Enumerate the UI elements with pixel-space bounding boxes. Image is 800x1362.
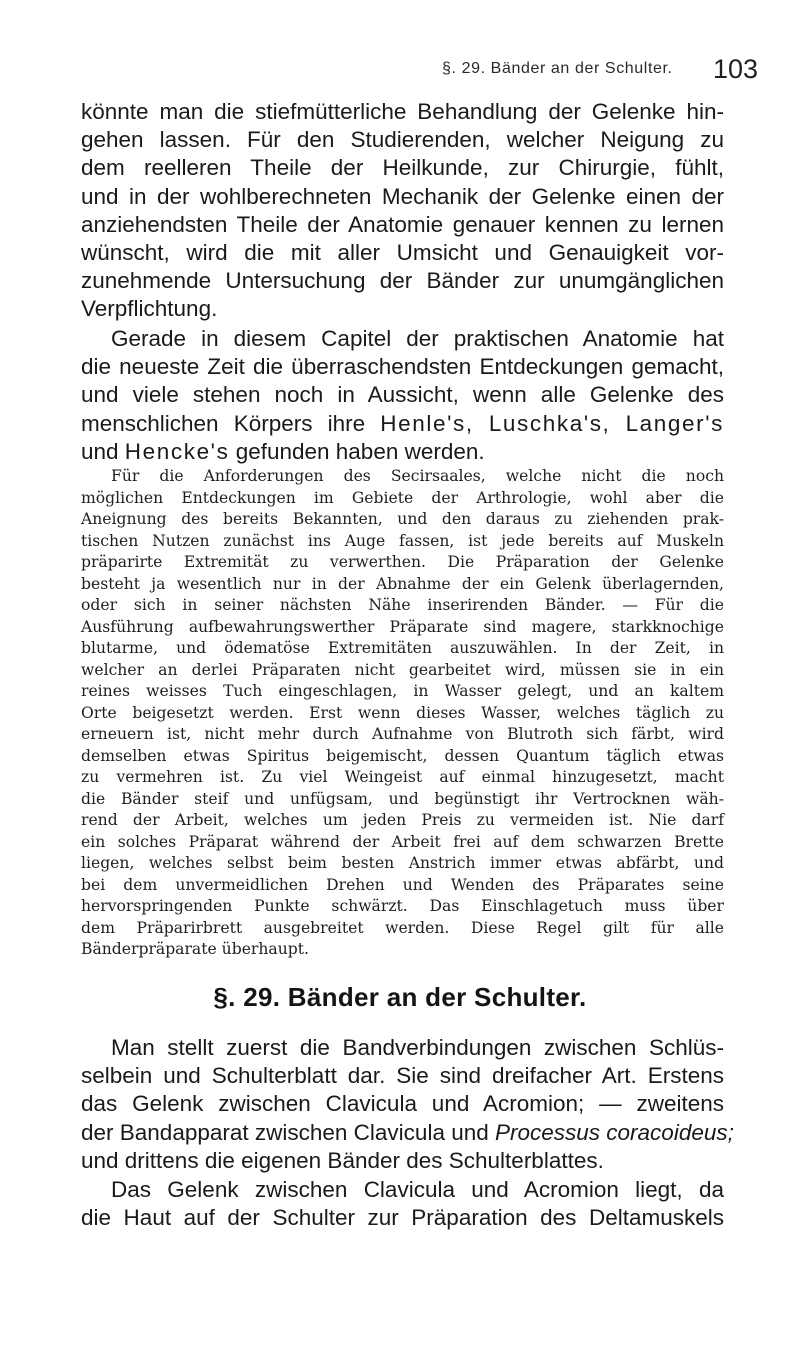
text-line [81, 438, 724, 466]
running-head: §. 29. Bänder an der Schulter. [442, 60, 673, 77]
text-line: Aneignung des bereits Bekannten, und den daraus zu ziehenden prak- [81, 510, 724, 528]
paragraph-3 [81, 1034, 734, 1175]
text-line: präparirte Extremität zu verwerthen. Die Präparation der Gelenke [81, 553, 724, 571]
paragraph-2 [81, 325, 724, 466]
text-line: zu vermehren ist. Zu viel Weingeist auf einmal hinzugesetzt, macht [81, 768, 724, 786]
text-fragment: der Bandapparat zwischen Clavicula und [81, 1119, 495, 1145]
author-name-luschka: Luschka's, [488, 410, 611, 436]
text-line [81, 1119, 734, 1147]
text-line: das Gelenk zwischen Clavicula und Acromion; — zweitens [81, 1091, 724, 1117]
text-line: wünscht, wird die mit aller Umsicht und Genauigkeit vor- [81, 240, 724, 266]
text-line: tischen Nutzen zunächst ins Auge fassen, ist jede bereits auf Muskeln [81, 531, 724, 550]
text-fragment: gefunden haben werden. [229, 438, 485, 464]
text-line: hervorspringenden Punkte schwärzt. Das Einschlagetuch muss über [81, 897, 724, 915]
text-line: Verpflichtung. [81, 296, 218, 322]
text-line: ein solches Präparat während der Arbeit frei auf dem schwarzen Brette [81, 832, 724, 851]
text-line: möglichen Entdeckungen im Gebiete der Arthrologie, wohl aber die [81, 488, 724, 507]
text-line: rend der Arbeit, welches um jeden Preis zu vermeiden ist. Nie darf [81, 811, 724, 829]
text-line: oder sich in seiner nächsten Nähe inserirenden Bänder. — Für die [81, 596, 724, 614]
latin-term: Processus coracoideus; [495, 1119, 734, 1145]
text-line: und viele stehen noch in Aussicht, wenn alle Gelenke des [81, 382, 724, 408]
author-name-langer: Langer's [625, 410, 724, 436]
page-number: 103 [713, 54, 759, 84]
text-line: die Haut auf der Schulter zur Präparation des Deltamuskels [81, 1205, 724, 1231]
text-line: anziehendsten Theile der Anatomie genauer kennen zu lernen [81, 211, 724, 237]
text-line: besteht ja wesentlich nur in der Abnahme der ein Gelenk überlagernden, [81, 574, 724, 593]
text-line: demselben etwas Spiritus beigemischt, dessen Quantum täglich etwas [81, 746, 724, 765]
text-line: Bänderpräparate überhaupt. [81, 940, 309, 958]
author-name-hencke: Hencke's [124, 438, 230, 464]
text-line: Man stellt zuerst die Bandverbindungen zwischen Schlüs- [111, 1035, 724, 1060]
text-line: selbein und Schulterblatt dar. Sie sind dreifacher Art. Erstens [81, 1063, 724, 1089]
text-line: gehen lassen. Für den Studierenden, welcher Neigung zu [81, 127, 724, 153]
text-line: zunehmende Untersuchung der Bänder zur unumgänglichen [81, 268, 724, 294]
text-fragment: und [81, 438, 125, 464]
paragraph-1-text [81, 98, 724, 324]
text-line: erneuern ist, nicht mehr durch Aufnahme von Blutroth sich färbt, wird [81, 725, 724, 743]
small-print-note [81, 466, 724, 961]
small-print-text [81, 466, 724, 961]
author-name-henle: Henle's, [380, 410, 474, 436]
text-line: Ausführung aufbewahrungswerther Präparate sind magere, starkknochige [81, 617, 724, 636]
text-line: dem reelleren Theile der Heilkunde, zur Chirurgie, fühlt, [81, 155, 724, 181]
text-line: reines weisses Tuch eingeschlagen, in Wasser gelegt, und an kaltem [81, 682, 724, 700]
text-fragment: menschlichen Körpers ihre [81, 410, 381, 436]
text-line: und in der wohlberechneten Mechanik der Gelenke einen der [81, 183, 724, 209]
text-line: Das Gelenk zwischen Clavicula und Acromion liegt, da [111, 1177, 724, 1202]
text-line: blutarme, und ödematöse Extremitäten auszuwählen. In der Zeit, in [81, 639, 724, 657]
text-line: Orte beigesetzt werden. Erst wenn dieses Wasser, welches täglich zu [81, 703, 724, 722]
paragraph-2-text [81, 325, 724, 466]
text-line: Für die Anforderungen des Secirsaales, welche nicht die noch [111, 467, 724, 485]
paragraph-1 [81, 98, 724, 324]
text-line [81, 410, 724, 438]
text-line: bei dem unvermeidlichen Drehen und Wenden des Präparates seine [81, 875, 724, 894]
text-line: und drittens die eigenen Bänder des Schulterblattes. [81, 1147, 604, 1173]
section-heading: §. 29. Bänder an der Schulter. [213, 982, 587, 1012]
paragraph-4-text [81, 1176, 724, 1232]
text-line: Gerade in diesem Capitel der praktischen Anatomie hat [111, 326, 724, 351]
text-line: dem Präparirbrett ausgebreitet werden. Diese Regel gilt für alle [81, 918, 724, 937]
text-line: liegen, welches selbst beim besten Anstrich immer etwas abfärbt, und [81, 854, 724, 872]
text-line: die Bänder steif und unfügsam, und begünstigt ihr Vertrocknen wäh- [81, 789, 724, 808]
text-line: könnte man die stiefmütterliche Behandlung der Gelenke hin- [81, 99, 724, 124]
text-line: die neueste Zeit die überraschendsten Entdeckungen gemacht, [81, 354, 724, 380]
paragraph-4 [81, 1176, 724, 1232]
paragraph-3-text [81, 1034, 734, 1175]
text-line: welcher an derlei Präparaten nicht gearbeitet wird, müssen sie in ein [81, 660, 724, 679]
